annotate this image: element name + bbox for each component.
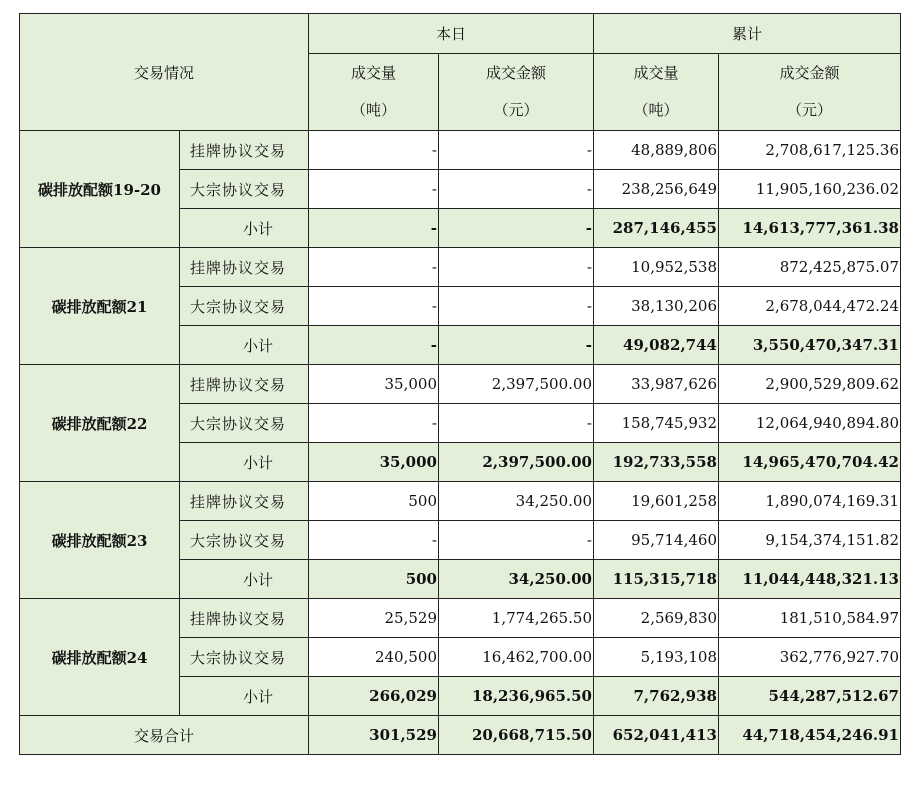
today-amount-unit: （元） (493, 101, 539, 119)
cum-volume: 10,952,538 (594, 248, 719, 287)
today-volume-unit: （吨） (350, 101, 396, 119)
today-header: 本日 (309, 14, 594, 54)
today-volume: - (309, 170, 439, 209)
trade-type: 挂牌协议交易 (180, 131, 309, 170)
cum-volume: 5,193,108 (594, 638, 719, 677)
today-volume: 25,529 (309, 599, 439, 638)
cum-amount: 1,890,074,169.31 (719, 482, 901, 521)
table-row (20, 482, 901, 521)
cum-amount: 2,900,529,809.62 (719, 365, 901, 404)
today-amount: - (439, 209, 594, 248)
today-amount-label: 成交金额 (485, 64, 546, 82)
total-row (20, 716, 901, 755)
cum-amount: 2,678,044,472.24 (719, 287, 901, 326)
cum-volume: 38,130,206 (594, 287, 719, 326)
group-name: 碳排放配额19-20 (20, 131, 180, 248)
today-volume: 500 (309, 560, 439, 599)
today-volume: - (309, 248, 439, 287)
subtotal-label: 小计 (180, 209, 309, 248)
subtotal-label: 小计 (180, 443, 309, 482)
cum-volume: 19,601,258 (594, 482, 719, 521)
today-amount: 18,236,965.50 (439, 677, 594, 716)
cum-amount-header (719, 54, 901, 131)
trade-type: 挂牌协议交易 (180, 599, 309, 638)
today-amount: - (439, 170, 594, 209)
trade-type: 大宗协议交易 (180, 404, 309, 443)
today-amount: 1,774,265.50 (439, 599, 594, 638)
cum-volume-header (594, 54, 719, 131)
trade-type: 挂牌协议交易 (180, 482, 309, 521)
subtotal-label: 小计 (180, 677, 309, 716)
today-amount: 2,397,500.00 (439, 365, 594, 404)
subtotal-label: 小计 (180, 560, 309, 599)
today-volume: 35,000 (309, 365, 439, 404)
trade-type: 大宗协议交易 (180, 170, 309, 209)
today-volume-label: 成交量 (350, 64, 396, 82)
cum-amount: 11,044,448,321.13 (719, 560, 901, 599)
today-volume: - (309, 131, 439, 170)
today-volume: - (309, 521, 439, 560)
cum-amount: 9,154,374,151.82 (719, 521, 901, 560)
table-row (20, 131, 901, 170)
cum-volume: 49,082,744 (594, 326, 719, 365)
cum-volume: 2,569,830 (594, 599, 719, 638)
today-amount: - (439, 287, 594, 326)
group-name: 碳排放配额22 (20, 365, 180, 482)
cum-amount: 544,287,512.67 (719, 677, 901, 716)
cum-volume: 115,315,718 (594, 560, 719, 599)
today-volume: 35,000 (309, 443, 439, 482)
total-today-volume: 301,529 (309, 716, 439, 755)
today-amount: 16,462,700.00 (439, 638, 594, 677)
total-cum-amount: 44,718,454,246.91 (719, 716, 901, 755)
cum-amount: 872,425,875.07 (719, 248, 901, 287)
trade-summary-table (19, 13, 901, 755)
cum-volume: 158,745,932 (594, 404, 719, 443)
total-label: 交易合计 (20, 716, 309, 755)
today-amount: - (439, 521, 594, 560)
trade-type: 大宗协议交易 (180, 287, 309, 326)
cum-volume: 192,733,558 (594, 443, 719, 482)
today-amount: - (439, 326, 594, 365)
table-row (20, 248, 901, 287)
group-name: 碳排放配额21 (20, 248, 180, 365)
cum-volume: 287,146,455 (594, 209, 719, 248)
trade-type: 挂牌协议交易 (180, 365, 309, 404)
cum-amount: 181,510,584.97 (719, 599, 901, 638)
cum-volume: 95,714,460 (594, 521, 719, 560)
cum-amount: 11,905,160,236.02 (719, 170, 901, 209)
cum-amount-unit: （元） (786, 101, 832, 119)
cum-volume-unit: （吨） (633, 101, 679, 119)
today-volume: - (309, 326, 439, 365)
cum-volume: 238,256,649 (594, 170, 719, 209)
today-amount: - (439, 248, 594, 287)
cum-amount-label: 成交金额 (779, 64, 840, 82)
cum-amount: 362,776,927.70 (719, 638, 901, 677)
trade-type: 大宗协议交易 (180, 638, 309, 677)
today-amount: 34,250.00 (439, 482, 594, 521)
today-volume: 500 (309, 482, 439, 521)
today-amount: - (439, 404, 594, 443)
today-amount: - (439, 131, 594, 170)
today-volume: - (309, 287, 439, 326)
cum-volume: 48,889,806 (594, 131, 719, 170)
table-row (20, 599, 901, 638)
total-today-amount: 20,668,715.50 (439, 716, 594, 755)
cum-amount: 3,550,470,347.31 (719, 326, 901, 365)
today-amount-header (439, 54, 594, 131)
today-volume-header (309, 54, 439, 131)
cum-amount: 2,708,617,125.36 (719, 131, 901, 170)
trade-type: 大宗协议交易 (180, 521, 309, 560)
cum-amount: 14,613,777,361.38 (719, 209, 901, 248)
cum-volume-label: 成交量 (633, 64, 679, 82)
today-volume: - (309, 404, 439, 443)
cum-volume: 33,987,626 (594, 365, 719, 404)
table-body (20, 131, 901, 755)
group-name: 碳排放配额23 (20, 482, 180, 599)
cum-amount: 12,064,940,894.80 (719, 404, 901, 443)
today-amount: 34,250.00 (439, 560, 594, 599)
trade-type: 挂牌协议交易 (180, 248, 309, 287)
today-volume: 266,029 (309, 677, 439, 716)
trade-summary-container (19, 13, 901, 755)
today-volume: 240,500 (309, 638, 439, 677)
group-name: 碳排放配额24 (20, 599, 180, 716)
table-row (20, 365, 901, 404)
cum-amount: 14,965,470,704.42 (719, 443, 901, 482)
today-volume: - (309, 209, 439, 248)
trade-info-header: 交易情况 (20, 14, 309, 131)
subtotal-label: 小计 (180, 326, 309, 365)
cum-volume: 7,762,938 (594, 677, 719, 716)
cumulative-header: 累计 (594, 14, 901, 54)
total-cum-volume: 652,041,413 (594, 716, 719, 755)
today-amount: 2,397,500.00 (439, 443, 594, 482)
